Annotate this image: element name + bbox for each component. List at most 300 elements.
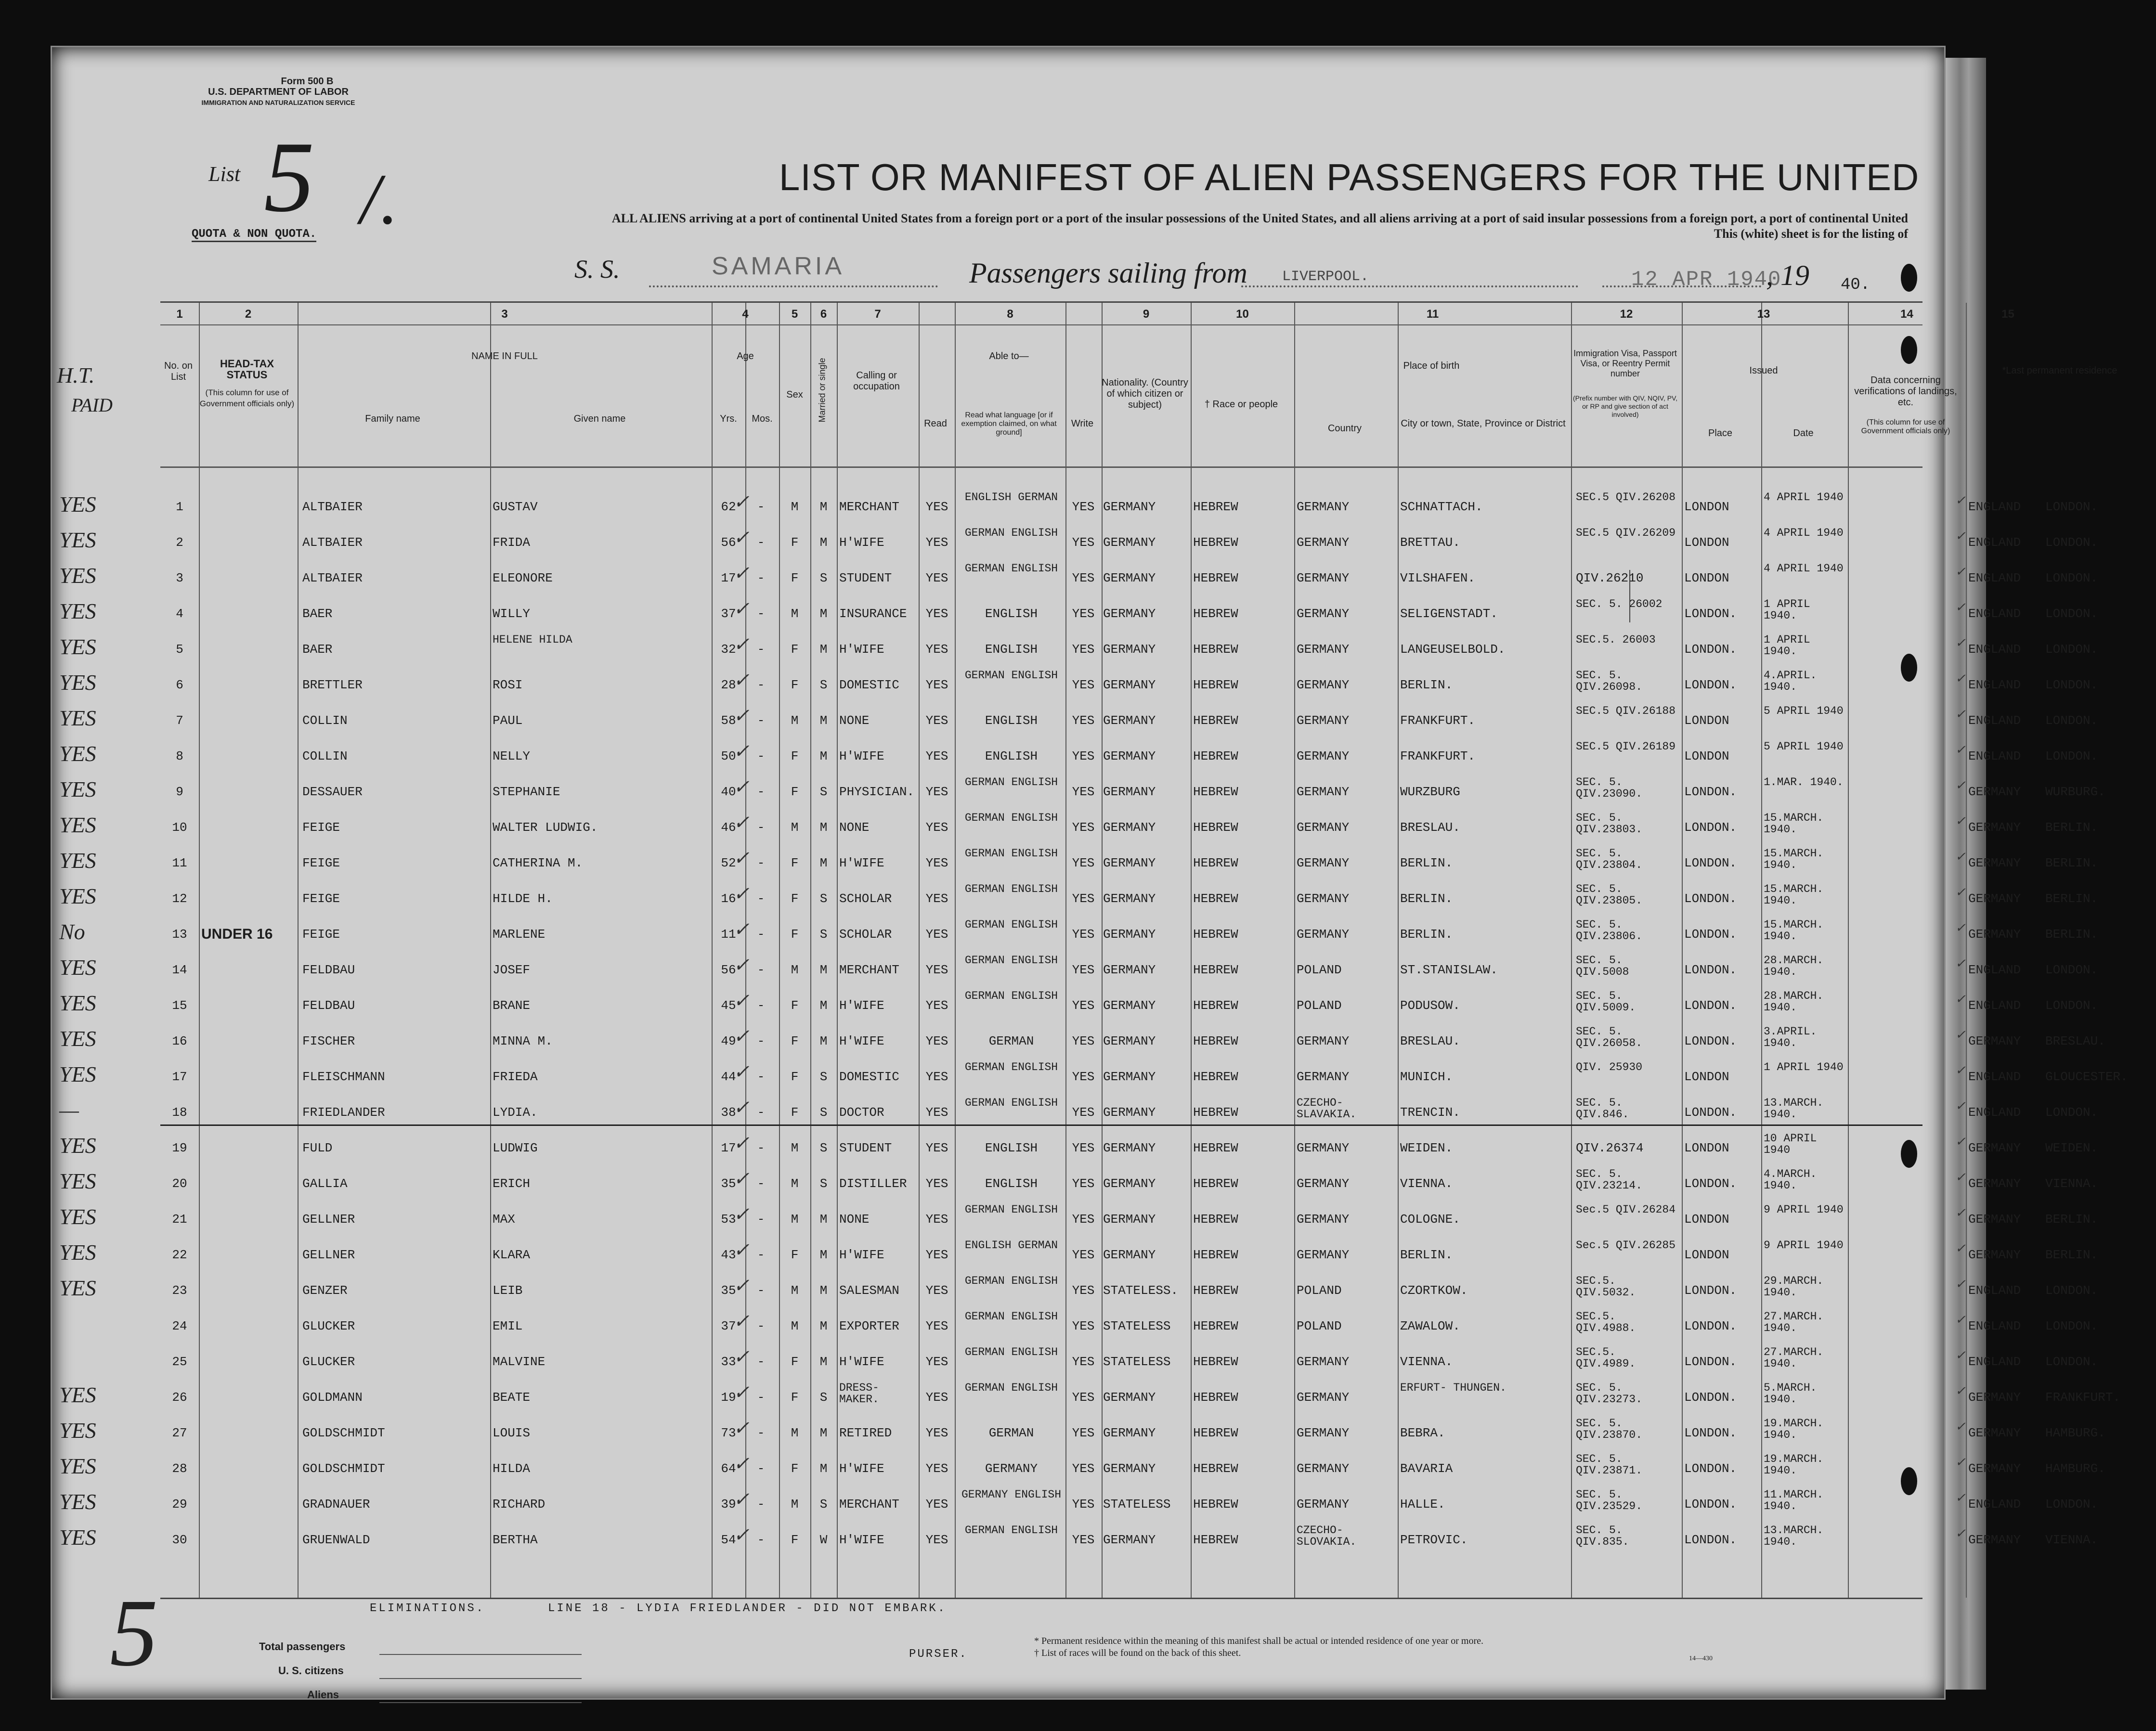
can-read: YES xyxy=(925,642,948,657)
can-write: YES xyxy=(1072,1497,1095,1511)
row-number: 10 xyxy=(172,820,187,835)
issued-date: 27.MARCH. 1940. xyxy=(1764,1346,1824,1370)
can-write: YES xyxy=(1072,1248,1095,1262)
residence-country: ENGLAND xyxy=(1968,1319,2021,1333)
race: HEBREW xyxy=(1193,856,1238,870)
can-write: YES xyxy=(1072,1212,1095,1227)
race: HEBREW xyxy=(1193,1319,1238,1333)
age-months: - xyxy=(757,1070,765,1084)
birth-country: POLAND xyxy=(1297,1319,1342,1333)
occupation: DRESS- MAKER. xyxy=(839,1382,879,1406)
residence-country: GERMANY xyxy=(1968,1461,2021,1476)
check-mark-icon: ✓ xyxy=(1955,1491,1966,1505)
check-mark-icon: ✓ xyxy=(1955,1099,1966,1113)
age-years: 32 xyxy=(721,642,736,657)
row-number: 12 xyxy=(172,891,187,906)
can-write: YES xyxy=(1072,1070,1095,1084)
table-column-divider xyxy=(199,303,200,1598)
age-months: - xyxy=(757,785,765,799)
birth-city: BERLIN. xyxy=(1400,856,1453,870)
birth-city: PETROVIC. xyxy=(1400,1533,1468,1547)
marital-status: S xyxy=(819,571,828,585)
margin-headtax-mark: YES xyxy=(59,955,96,980)
race: HEBREW xyxy=(1193,1390,1238,1405)
row-number: 1 xyxy=(176,500,183,514)
issued-place: LONDON xyxy=(1684,1212,1729,1227)
residence-country: ENGLAND xyxy=(1968,1105,2021,1120)
nationality: GERMANY xyxy=(1103,998,1156,1013)
birth-country: POLAND xyxy=(1297,1283,1342,1298)
visa-number: SEC. 5. QIV.26058. xyxy=(1576,1025,1643,1049)
race: HEBREW xyxy=(1193,1355,1238,1369)
marital-status: M xyxy=(819,963,828,977)
residence-country: GERMANY xyxy=(1968,1141,2021,1155)
column-number: 8 xyxy=(1007,308,1013,321)
margin-headtax-mark: YES xyxy=(59,1382,96,1407)
occupation: NONE xyxy=(839,713,870,728)
check-mark-icon: ✓ xyxy=(1955,1063,1966,1077)
check-mark-icon: ✓ xyxy=(733,1239,750,1261)
total-passengers-line xyxy=(379,1654,582,1655)
race: HEBREW xyxy=(1193,571,1238,585)
can-write: YES xyxy=(1072,749,1095,763)
departure-date-stamp: 12 APR 1940 xyxy=(1631,268,1782,292)
row-number: 25 xyxy=(172,1355,187,1369)
residence-country: ENGLAND xyxy=(1968,1355,2021,1369)
row-number: 14 xyxy=(172,963,187,977)
birth-country: GERMANY xyxy=(1297,785,1350,799)
issued-date: 4 APRIL 1940 xyxy=(1764,527,1844,539)
read-language: GERMAN ENGLISH xyxy=(964,990,1058,1002)
visa-number: SEC. 5. QIV.23803. xyxy=(1576,812,1643,836)
birth-city: BERLIN. xyxy=(1400,1248,1453,1262)
age-years: 56 xyxy=(721,963,736,977)
birth-city: BAVARIA xyxy=(1400,1461,1453,1476)
margin-headtax-mark: YES xyxy=(59,1169,96,1193)
age-years: 17 xyxy=(721,1141,736,1155)
check-mark-icon: ✓ xyxy=(1955,850,1966,864)
issued-date: 5 APRIL 1940 xyxy=(1764,705,1844,717)
row-number: 28 xyxy=(172,1461,187,1476)
margin-header-ht: H.T. xyxy=(57,363,95,388)
family-name: ALTBAIER xyxy=(302,571,363,585)
races-footnote: † List of races will be found on the back of this sheet. xyxy=(1034,1648,1241,1658)
residence-country: ENGLAND xyxy=(1968,749,2021,763)
can-write: YES xyxy=(1072,607,1095,621)
age-months: - xyxy=(757,1034,765,1048)
age-months: - xyxy=(757,749,765,763)
issued-date: 5.MARCH. 1940. xyxy=(1764,1382,1817,1406)
read-language: GERMAN ENGLISH xyxy=(964,1382,1058,1394)
age-years: 58 xyxy=(721,713,736,728)
family-name: GENZER xyxy=(302,1283,348,1298)
read-language: GERMAN ENGLISH xyxy=(964,527,1058,539)
birth-country: GERMANY xyxy=(1297,1034,1350,1048)
can-write: YES xyxy=(1072,1355,1095,1369)
can-read: YES xyxy=(925,891,948,906)
can-write: YES xyxy=(1072,1461,1095,1476)
age-months: - xyxy=(757,1248,765,1262)
list-number-handwritten: 5 xyxy=(264,121,314,233)
family-name: GLUCKER xyxy=(302,1319,355,1333)
issued-place: LONDON. xyxy=(1684,678,1737,692)
issued-date: 11.MARCH. 1940. xyxy=(1764,1488,1824,1512)
issued-place: LONDON. xyxy=(1684,1390,1737,1405)
column-number: 14 xyxy=(1900,308,1913,321)
occupation: INSURANCE xyxy=(839,607,907,621)
header-visa: Immigration Visa, Passport Visa, or Reentry Permit number xyxy=(1573,349,1677,378)
list-slash-handwritten: /. xyxy=(360,159,399,239)
column-number: 11 xyxy=(1426,308,1439,321)
sex: F xyxy=(791,785,799,799)
nationality: GERMANY xyxy=(1103,642,1156,657)
margin-headtax-mark: YES xyxy=(59,492,96,517)
birth-city: SCHNATTACH. xyxy=(1400,500,1483,514)
residence-country: ENGLAND xyxy=(1968,642,2021,657)
family-name: COLLIN xyxy=(302,713,348,728)
header-age-years: Yrs. xyxy=(720,413,737,424)
read-language: GERMAN xyxy=(988,1034,1034,1048)
age-years: 40 xyxy=(721,785,736,799)
can-write: YES xyxy=(1072,1390,1095,1405)
margin-headtax-mark: YES xyxy=(59,1525,96,1550)
residence-city: LONDON. xyxy=(2045,1105,2098,1120)
issued-place: LONDON. xyxy=(1684,1533,1737,1547)
issued-date: 5 APRIL 1940 xyxy=(1764,740,1844,753)
birth-city: BERLIN. xyxy=(1400,891,1453,906)
read-language: GERMANY xyxy=(985,1461,1038,1476)
row-number: 6 xyxy=(176,678,183,692)
sex: F xyxy=(791,927,799,942)
header-issued-place: Place xyxy=(1708,428,1733,439)
occupation: H'WIFE xyxy=(839,856,884,870)
read-language: GERMAN ENGLISH xyxy=(964,1061,1058,1073)
marital-status: M xyxy=(819,856,828,870)
birth-country: GERMANY xyxy=(1297,678,1350,692)
read-language: ENGLISH xyxy=(985,1141,1038,1155)
occupation: H'WIFE xyxy=(839,1533,884,1547)
sex: F xyxy=(791,571,799,585)
read-language: ENGLISH xyxy=(985,607,1038,621)
check-mark-icon: ✓ xyxy=(733,633,750,655)
age-months: - xyxy=(757,642,765,657)
age-months: - xyxy=(757,713,765,728)
row-number: 9 xyxy=(176,785,183,799)
can-write: YES xyxy=(1072,1283,1095,1298)
residence-country: ENGLAND xyxy=(1968,1283,2021,1298)
marital-status: M xyxy=(819,1248,828,1262)
marital-status: M xyxy=(819,535,828,550)
residence-city: FRANKFURT. xyxy=(2045,1390,2121,1405)
age-years: 52 xyxy=(721,856,736,870)
row-number: 19 xyxy=(172,1141,187,1155)
family-name: GELLNER xyxy=(302,1248,355,1262)
sex: F xyxy=(791,1105,799,1120)
check-mark-icon: ✓ xyxy=(733,527,750,548)
residence-country: GERMANY xyxy=(1968,820,2021,835)
nationality: GERMANY xyxy=(1103,785,1156,799)
margin-headtax-mark: YES xyxy=(59,1454,96,1478)
visa-number: Sec.5 QIV.26284 xyxy=(1576,1203,1676,1216)
sex: F xyxy=(791,642,799,657)
nationality: GERMANY xyxy=(1103,1105,1156,1120)
residence-country: ENGLAND xyxy=(1968,713,2021,728)
can-read: YES xyxy=(925,1070,948,1084)
header-head-tax: HEAD-TAX STATUS xyxy=(220,358,274,381)
issued-date: 1 APRIL 1940. xyxy=(1764,598,1810,622)
nationality: GERMANY xyxy=(1103,1034,1156,1048)
header-age-months: Mos. xyxy=(752,413,773,424)
residence-city: WEIDEN. xyxy=(2045,1141,2098,1155)
given-name: FRIEDA xyxy=(493,1070,538,1084)
header-nationality: Nationality. (Country of which citizen or subject) xyxy=(1102,377,1188,410)
sex: M xyxy=(791,713,799,728)
birth-country: GERMANY xyxy=(1297,1461,1350,1476)
age-months: - xyxy=(757,1461,765,1476)
residence-city: LONDON. xyxy=(2045,678,2098,692)
age-years: 39 xyxy=(721,1497,736,1511)
issued-date: 1 APRIL 1940. xyxy=(1764,633,1810,658)
check-mark-icon: ✓ xyxy=(1955,636,1966,650)
birth-city: ERFURT- THUNGEN. xyxy=(1400,1382,1507,1394)
issued-place: LONDON xyxy=(1684,571,1729,585)
header-birth-city: City or town, State, Province or District xyxy=(1401,418,1566,429)
residence-city: VIENNA. xyxy=(2045,1533,2098,1547)
table-column-divider xyxy=(1966,303,1967,1598)
visa-number: SEC.5. QIV.4988. xyxy=(1576,1310,1636,1334)
age-years: 35 xyxy=(721,1176,736,1191)
dotted-line xyxy=(649,285,938,287)
occupation: H'WIFE xyxy=(839,642,884,657)
can-write: YES xyxy=(1072,891,1095,906)
occupation: DOMESTIC xyxy=(839,1070,899,1084)
visa-number: SEC. 5. 26002 xyxy=(1576,598,1662,610)
header-read-language: Read what language [or if exemption claimed, on what ground] xyxy=(961,411,1057,437)
given-name: CATHERINA M. xyxy=(493,856,583,870)
can-read: YES xyxy=(925,571,948,585)
margin-headtax-mark: YES xyxy=(59,1418,96,1443)
birth-city: FRANKFURT. xyxy=(1400,749,1476,763)
column-number: 9 xyxy=(1143,308,1150,321)
total-passengers-label: Total passengers xyxy=(259,1641,346,1653)
occupation: MERCHANT xyxy=(839,963,899,977)
family-name: GOLDMANN xyxy=(302,1390,363,1405)
residence-country: ENGLAND xyxy=(1968,1070,2021,1084)
residence-city: WURBURG. xyxy=(2045,785,2105,799)
marital-status: S xyxy=(819,1070,828,1084)
check-mark-icon: ✓ xyxy=(733,812,750,833)
residence-country: GERMANY xyxy=(1968,1176,2021,1191)
issued-date: 4 APRIL 1940 xyxy=(1764,562,1844,575)
can-read: YES xyxy=(925,927,948,942)
row-number: 29 xyxy=(172,1497,187,1511)
marital-status: W xyxy=(819,1533,828,1547)
issued-date: 15.MARCH. 1940. xyxy=(1764,812,1824,836)
age-months: - xyxy=(757,1319,765,1333)
can-read: YES xyxy=(925,1426,948,1440)
given-name: KLARA xyxy=(493,1248,531,1262)
check-mark-icon: ✓ xyxy=(1955,1455,1966,1469)
issued-place: LONDON. xyxy=(1684,1461,1737,1476)
residence-country: GERMANY xyxy=(1968,1248,2021,1262)
nationality: GERMANY xyxy=(1103,963,1156,977)
residence-city: BERLIN. xyxy=(2045,1212,2098,1227)
residence-city: LONDON. xyxy=(2045,571,2098,585)
given-name: HILDE H. xyxy=(493,891,553,906)
row-number: 30 xyxy=(172,1533,187,1547)
visa-number: SEC. 5. QIV.23529. xyxy=(1576,1488,1643,1512)
issued-place: LONDON. xyxy=(1684,642,1737,657)
birth-city: SELIGENSTADT. xyxy=(1400,607,1498,621)
row-number: 18 xyxy=(172,1105,187,1120)
age-years: 46 xyxy=(721,820,736,835)
residence-city: BRESLAU. xyxy=(2045,1034,2105,1048)
check-mark-icon: ✓ xyxy=(733,1488,750,1510)
birth-country: GERMANY xyxy=(1297,1426,1350,1440)
residence-country: ENGLAND xyxy=(1968,1497,2021,1511)
header-issued-date: Date xyxy=(1793,428,1814,439)
header-read: Read xyxy=(924,418,947,429)
birth-city: BRESLAU. xyxy=(1400,820,1460,835)
check-mark-icon: ✓ xyxy=(733,1275,750,1296)
family-name: FEIGE xyxy=(302,891,340,906)
given-name: MAX xyxy=(493,1212,515,1227)
race: HEBREW xyxy=(1193,1212,1238,1227)
family-name: GOLDSCHMIDT xyxy=(302,1426,385,1440)
sex: M xyxy=(791,1319,799,1333)
family-name: FLEISCHMANN xyxy=(302,1070,385,1084)
birth-country: GERMANY xyxy=(1297,1070,1350,1084)
age-months: - xyxy=(757,500,765,514)
birth-country: GERMANY xyxy=(1297,500,1350,514)
row-number: 17 xyxy=(172,1070,187,1084)
birth-city: CZORTKOW. xyxy=(1400,1283,1468,1298)
residence-city: LONDON. xyxy=(2045,1355,2098,1369)
given-name: BEATE xyxy=(493,1390,531,1405)
visa-number: SEC. 5. QIV.23805. xyxy=(1576,883,1643,907)
table-column-divider xyxy=(1102,303,1103,1598)
given-name: BRANE xyxy=(493,998,531,1013)
can-write: YES xyxy=(1072,500,1095,514)
margin-headtax-mark: No xyxy=(59,919,85,944)
table-column-divider xyxy=(837,303,838,1598)
birth-city: VIENNA. xyxy=(1400,1176,1453,1191)
check-mark-icon: ✓ xyxy=(1955,1277,1966,1291)
occupation: STUDENT xyxy=(839,1141,892,1155)
given-name: ELEONORE xyxy=(493,571,553,585)
given-name: MALVINE xyxy=(493,1355,545,1369)
family-name: GRUENWALD xyxy=(302,1533,370,1547)
residence-country: GERMANY xyxy=(1968,927,2021,942)
occupation: NONE xyxy=(839,820,870,835)
residence-country: GERMANY xyxy=(1968,856,2021,870)
check-mark-icon: ✓ xyxy=(733,1025,750,1047)
row-number: 20 xyxy=(172,1176,187,1191)
occupation: H'WIFE xyxy=(839,1355,884,1369)
birth-city: ST.STANISLAW. xyxy=(1400,963,1498,977)
occupation: H'WIFE xyxy=(839,1034,884,1048)
margin-headtax-mark: YES xyxy=(59,563,96,588)
sex: M xyxy=(791,1497,799,1511)
marital-status: M xyxy=(819,1319,828,1333)
read-language: GERMAN ENGLISH xyxy=(964,1275,1058,1287)
header-head-tax-note: (This column for use of Government officials only) xyxy=(199,388,295,408)
birth-country: GERMANY xyxy=(1297,1497,1350,1511)
aliens-label: Aliens xyxy=(307,1689,339,1701)
row-number: 4 xyxy=(176,607,183,621)
birth-city: WEIDEN. xyxy=(1400,1141,1453,1155)
residence-city: LONDON. xyxy=(2045,1319,2098,1333)
visa-number: SEC. 5. QIV.26098. xyxy=(1576,669,1643,693)
occupation: NONE xyxy=(839,1212,870,1227)
residence-city: BERLIN. xyxy=(2045,820,2098,835)
margin-headtax-mark: YES xyxy=(59,1276,96,1300)
birth-city: BRESLAU. xyxy=(1400,1034,1460,1048)
read-language: GERMAN xyxy=(988,1426,1034,1440)
occupation: H'WIFE xyxy=(839,998,884,1013)
visa-number: SEC. 5. QIV.5009. xyxy=(1576,990,1636,1014)
residence-country: GERMANY xyxy=(1968,1212,2021,1227)
marital-status: M xyxy=(819,1426,828,1440)
issued-place: LONDON. xyxy=(1684,963,1737,977)
occupation: DISTILLER xyxy=(839,1176,907,1191)
check-mark-icon: ✓ xyxy=(733,598,750,620)
issued-place: LONDON xyxy=(1684,713,1729,728)
residence-city: LONDON. xyxy=(2045,1497,2098,1511)
form-code: 14—430 xyxy=(1689,1655,1713,1662)
margin-headtax-mark: YES xyxy=(59,1026,96,1051)
family-name: GRADNAUER xyxy=(302,1497,370,1511)
table-column-divider xyxy=(1398,303,1399,1598)
age-months: - xyxy=(757,1105,765,1120)
race: HEBREW xyxy=(1193,785,1238,799)
residence-country: GERMANY xyxy=(1968,891,2021,906)
marital-status: S xyxy=(819,1141,828,1155)
issued-place: LONDON xyxy=(1684,1141,1729,1155)
read-language: GERMAN ENGLISH xyxy=(964,1346,1058,1358)
given-name: LEIB xyxy=(493,1283,523,1298)
birth-city: COLOGNE. xyxy=(1400,1212,1460,1227)
intro-text xyxy=(425,211,1908,242)
can-write: YES xyxy=(1072,642,1095,657)
family-name: FELDBAU xyxy=(302,963,355,977)
header-place-of-birth: Place of birth xyxy=(1403,361,1460,371)
check-mark-icon: ✓ xyxy=(733,1346,750,1368)
sex: F xyxy=(791,678,799,692)
age-years: 64 xyxy=(721,1461,736,1476)
can-write: YES xyxy=(1072,1426,1095,1440)
nationality: GERMANY xyxy=(1103,713,1156,728)
race: HEBREW xyxy=(1193,963,1238,977)
residence-footnote: * Permanent residence within the meaning of this manifest shall be actual or intended residence of one year or more. xyxy=(1034,1636,1484,1646)
check-mark-icon: ✓ xyxy=(1955,814,1966,828)
header-name-in-full: NAME IN FULL xyxy=(471,351,538,362)
nationality: GERMANY xyxy=(1103,1461,1156,1476)
marital-status: M xyxy=(819,642,828,657)
read-language: GERMAN ENGLISH xyxy=(964,562,1058,575)
birth-city: BEBRA. xyxy=(1400,1426,1445,1440)
issued-date: 29.MARCH. 1940. xyxy=(1764,1275,1824,1299)
table-column-divider xyxy=(490,303,491,1598)
age-months: - xyxy=(757,1497,765,1511)
header-age: Age xyxy=(737,351,754,362)
row-number: 24 xyxy=(172,1319,187,1333)
check-mark-icon: ✓ xyxy=(733,1168,750,1189)
check-mark-icon: ✓ xyxy=(1955,743,1966,757)
can-write: YES xyxy=(1072,678,1095,692)
can-write: YES xyxy=(1072,1105,1095,1120)
marital-status: M xyxy=(819,1212,828,1227)
